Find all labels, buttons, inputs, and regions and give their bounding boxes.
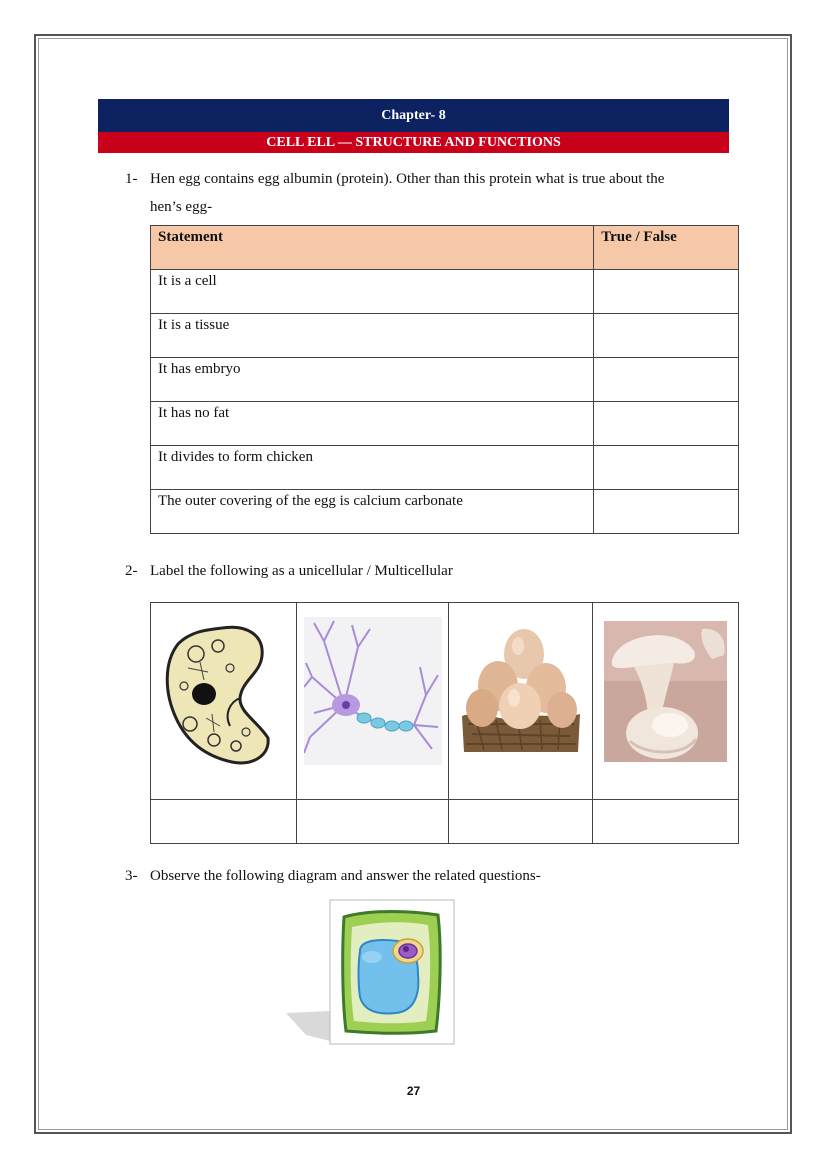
header-true-false: True / False xyxy=(594,226,739,270)
answer-cell[interactable] xyxy=(594,490,739,534)
neuron-illustration xyxy=(304,617,442,765)
answer-cell[interactable] xyxy=(449,800,593,844)
statement-cell: It is a cell xyxy=(151,270,594,314)
paramecium-illustration xyxy=(160,622,275,767)
answer-cell[interactable] xyxy=(594,358,739,402)
table-row xyxy=(151,270,739,314)
chapter-banner xyxy=(98,99,729,132)
question-3 xyxy=(125,862,745,890)
true-false-table xyxy=(150,225,739,534)
answer-row xyxy=(151,800,739,844)
answer-cell[interactable] xyxy=(296,800,449,844)
question-text-line-2: hen’s egg- xyxy=(150,199,213,215)
statement-cell: It divides to form chicken xyxy=(151,446,594,490)
title-banner xyxy=(98,132,729,153)
table-row xyxy=(151,358,739,402)
question-number: 3- xyxy=(125,868,138,884)
question-1 xyxy=(125,165,745,221)
question-number: 2- xyxy=(125,563,138,579)
table-row xyxy=(151,446,739,490)
statement-cell: It has no fat xyxy=(151,402,594,446)
table-row xyxy=(151,402,739,446)
statement-cell: The outer covering of the egg is calcium carbonate xyxy=(151,490,594,534)
chapter-title: CELL ELL — STRUCTURE AND FUNCTIONS xyxy=(266,134,561,150)
plant-cell-diagram xyxy=(282,899,455,1045)
answer-cell[interactable] xyxy=(594,270,739,314)
answer-cell[interactable] xyxy=(594,402,739,446)
eggs-photo xyxy=(462,624,580,752)
table-header-row xyxy=(151,226,739,270)
answer-cell[interactable] xyxy=(593,800,739,844)
question-text: Label the following as a unicellular / Multicellular xyxy=(150,563,453,579)
page-number: 27 xyxy=(406,1084,421,1098)
question-text-line-1: Hen egg contains egg albumin (protein). Other than this protein what is true about the xyxy=(150,171,665,187)
question-text: Observe the following diagram and answer the related questions- xyxy=(150,868,541,884)
answer-cell[interactable] xyxy=(594,314,739,358)
header-statement: Statement xyxy=(151,226,594,270)
mushroom-photo xyxy=(604,621,727,762)
table-row xyxy=(151,314,739,358)
answer-cell[interactable] xyxy=(594,446,739,490)
question-number: 1- xyxy=(125,171,138,187)
question-2 xyxy=(125,557,745,585)
table-row xyxy=(151,490,739,534)
chapter-label: Chapter- 8 xyxy=(381,107,446,123)
statement-cell: It has embryo xyxy=(151,358,594,402)
statement-cell: It is a tissue xyxy=(151,314,594,358)
answer-cell[interactable] xyxy=(151,800,297,844)
